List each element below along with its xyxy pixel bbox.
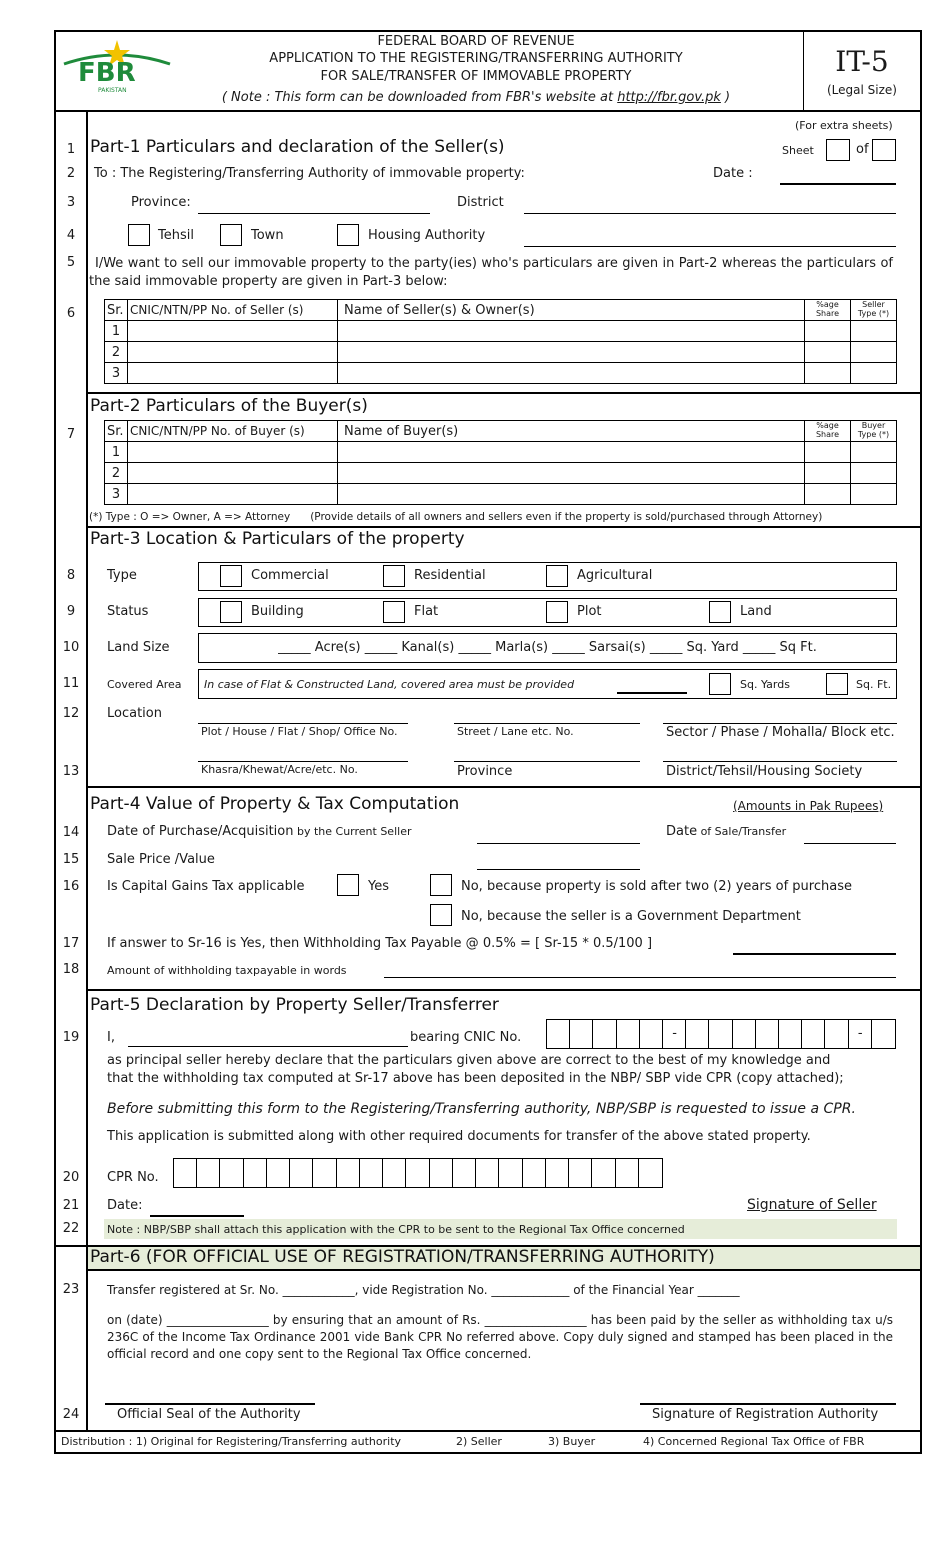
digit-cell-divider <box>592 1020 593 1048</box>
housing-authority-checkbox[interactable] <box>337 224 359 246</box>
header-line-2: APPLICATION TO THE REGISTERING/TRANSFERRING AUTHORITY <box>269 51 683 66</box>
row-sr: 3 <box>105 363 128 384</box>
land-size-label: Land Size <box>107 640 170 655</box>
cnic-dash: - <box>672 1026 677 1041</box>
cgt-no-government-label: No, because the seller is a Government Department <box>461 909 801 924</box>
row-num-21: 21 <box>62 1198 80 1213</box>
name-cell[interactable] <box>338 442 805 463</box>
flat-label: Flat <box>414 604 439 619</box>
cgt-yes-label: Yes <box>368 879 389 894</box>
declaration-line-2: that the withholding tax computed at Sr-17 above has been deposited in the NBP/ SBP vide CPR (copy attached); <box>107 1071 844 1086</box>
buyer-table <box>104 420 897 505</box>
row-sr: 1 <box>105 442 128 463</box>
row-num-6: 6 <box>66 306 76 321</box>
digit-cell-divider <box>498 1159 499 1187</box>
district-input[interactable] <box>524 213 896 214</box>
name-cell[interactable] <box>338 321 805 342</box>
type-cell[interactable] <box>851 463 897 484</box>
share-header: %age Share <box>805 300 851 321</box>
row-num-11: 11 <box>62 676 80 691</box>
land-label: Land <box>740 604 772 619</box>
sq-ft-checkbox[interactable] <box>826 673 848 695</box>
sector-input[interactable] <box>663 723 897 724</box>
table-row <box>105 463 897 484</box>
row-num-18: 18 <box>62 962 80 977</box>
seller-table <box>104 299 897 384</box>
tehsil-label: Tehsil <box>158 228 194 243</box>
cnic-cell[interactable] <box>128 484 338 505</box>
cpr-label: CPR No. <box>107 1170 159 1185</box>
land-size-fields[interactable]: _____ Acre(s) _____ Kanal(s) _____ Marla(s) _____ Sarsai(s) _____ Sq. Yard _____ Sq Ft. <box>278 640 817 655</box>
cnic-dash: - <box>857 1026 863 1041</box>
row-num-9: 9 <box>66 604 76 619</box>
sr-header: Sr. <box>105 300 128 321</box>
row-num-7: 7 <box>66 427 76 442</box>
digit-cell-divider <box>545 1159 546 1187</box>
covered-area-input[interactable] <box>617 692 687 694</box>
fbr-logo <box>60 38 175 98</box>
digit-cell-divider <box>755 1020 756 1048</box>
row-num-23: 23 <box>62 1282 80 1297</box>
distribution-2: 2) Seller <box>456 1435 502 1448</box>
province-caption: Province <box>457 764 513 779</box>
row-num-14: 14 <box>62 825 80 840</box>
frame-right <box>920 30 922 1454</box>
sale-price-label: Sale Price /Value <box>107 852 215 867</box>
part6-title-bottom <box>86 1269 922 1271</box>
name-header: Name of Seller(s) & Owner(s) <box>338 300 805 321</box>
frame-bottom <box>54 1452 922 1454</box>
frame-top <box>54 30 922 32</box>
type-cell[interactable] <box>851 363 897 384</box>
residential-label: Residential <box>414 568 486 583</box>
row-sr: 1 <box>105 321 128 342</box>
table-row <box>105 363 897 384</box>
fbr-website-link[interactable]: http://fbr.gov.pk <box>617 90 721 105</box>
of-label: of <box>856 142 869 157</box>
row-num-4: 4 <box>66 228 76 243</box>
land-checkbox[interactable] <box>709 601 731 623</box>
digit-cell-divider <box>196 1159 197 1187</box>
frame-left <box>54 30 56 1454</box>
cgt-no-two-years-label: No, because property is sold after two (2) years of purchase <box>461 879 852 894</box>
location-label: Location <box>107 706 162 721</box>
building-label: Building <box>251 604 304 619</box>
khasra-input[interactable] <box>198 761 408 762</box>
part2-title: Part-2 Particulars of the Buyer(s) <box>90 396 368 416</box>
share-cell[interactable] <box>805 484 851 505</box>
cnic-cell[interactable] <box>128 342 338 363</box>
commercial-checkbox[interactable] <box>220 565 242 587</box>
amount-words-input[interactable] <box>384 977 896 978</box>
digit-cell-divider <box>475 1159 476 1187</box>
digit-cell-divider <box>336 1159 337 1187</box>
digit-cell-divider <box>732 1020 733 1048</box>
digit-cell-divider <box>243 1159 244 1187</box>
row-num-20: 20 <box>62 1170 80 1185</box>
row-num-24: 24 <box>62 1407 80 1422</box>
name-cell[interactable] <box>338 463 805 484</box>
digit-cell-divider <box>615 1159 616 1187</box>
commercial-label: Commercial <box>251 568 329 583</box>
digit-cell-divider <box>569 1020 570 1048</box>
digit-cell-divider <box>639 1020 640 1048</box>
seller-i-label: I, <box>107 1030 115 1045</box>
town-label: Town <box>251 228 284 243</box>
purchase-date-label <box>107 825 411 838</box>
sale-date-label <box>666 825 786 838</box>
street-caption: Street / Lane etc. No. <box>457 725 574 738</box>
sq-yards-label: Sq. Yards <box>740 678 790 691</box>
sr-header: Sr. <box>105 421 128 442</box>
date-input[interactable] <box>780 183 896 185</box>
digit-cell-divider <box>522 1159 523 1187</box>
sheet-total-input[interactable] <box>872 139 896 161</box>
official-seal-label: Official Seal of the Authority <box>117 1407 301 1422</box>
digit-cell-divider <box>824 1020 825 1048</box>
seller-name-input[interactable] <box>128 1046 408 1047</box>
cgt-label: Is Capital Gains Tax applicable <box>107 879 305 894</box>
part1-bottom <box>86 392 922 394</box>
type-cell[interactable] <box>851 442 897 463</box>
digit-cell-divider <box>429 1159 430 1187</box>
amounts-note: (Amounts in Pak Rupees) <box>733 799 884 813</box>
digit-cell-divider <box>266 1159 267 1187</box>
digit-cell-divider <box>312 1159 313 1187</box>
plot-label: Plot <box>577 604 602 619</box>
sheet-number-input[interactable] <box>826 139 850 161</box>
digit-cell-divider <box>359 1159 360 1187</box>
row-num-16: 16 <box>62 879 80 894</box>
row-sr: 2 <box>105 463 128 484</box>
sale-date-input[interactable] <box>804 843 896 844</box>
row-sr: 2 <box>105 342 128 363</box>
extra-sheets-label: (For extra sheets) <box>795 119 893 132</box>
cpr-number-boxes[interactable] <box>173 1158 663 1188</box>
district-tehsil-input[interactable] <box>663 761 897 762</box>
digit-cell-divider <box>219 1159 220 1187</box>
share-cell[interactable] <box>805 463 851 484</box>
street-input[interactable] <box>454 723 640 724</box>
purchase-date-input[interactable] <box>477 843 640 844</box>
wht-label: If answer to Sr-16 is Yes, then Withholding Tax Payable @ 0.5% = [ Sr-15 * 0.5/100 ] <box>107 936 653 951</box>
row-num-10: 10 <box>62 640 80 655</box>
table-row <box>105 442 897 463</box>
seller-date-input[interactable] <box>150 1215 244 1217</box>
row-num-15: 15 <box>62 852 80 867</box>
digit-cell-divider <box>405 1159 406 1187</box>
amount-words-label: Amount of withholding taxpayable in words <box>107 964 347 977</box>
cnic-boxes[interactable] <box>546 1019 896 1049</box>
row-num-5: 5 <box>66 255 76 270</box>
share-cell[interactable] <box>805 321 851 342</box>
number-column-divider <box>86 111 88 1431</box>
table-row <box>105 342 897 363</box>
distribution-1: Distribution : 1) Original for Registering/Transferring authority <box>61 1435 402 1448</box>
type-cell[interactable] <box>851 484 897 505</box>
part3-bottom <box>86 786 922 788</box>
digit-cell-divider <box>452 1159 453 1187</box>
row-num-12: 12 <box>62 706 80 721</box>
covered-area-note: In case of Flat & Constructed Land, covered area must be provided <box>204 678 575 691</box>
cnic-header: CNIC/NTN/PP No. of Seller (s) <box>128 300 338 321</box>
authority-signature-label: Signature of Registration Authority <box>652 1407 879 1422</box>
transfer-paragraph: on (date) _________________ by ensuring that an amount of Rs. _________________ has been paid by the seller as withholding tax u/s 236C of the Income Tax Ordinance 2001 vide Bank CPR No referred above. Copy duly signed and stamped has been placed in the official record and one copy sent to the Regional Tax Office concerned. <box>107 1313 893 1361</box>
header-line-3: FOR SALE/TRANSFER OF IMMOVABLE PROPERTY <box>320 69 632 84</box>
note-prefix: ( Note : This form can be downloaded from FBR's website at <box>221 90 618 105</box>
part4-title: Part-4 Value of Property & Tax Computation <box>90 794 460 814</box>
seller-signature-text: Signature of Seller <box>747 1197 877 1213</box>
digit-cell-divider <box>591 1159 592 1187</box>
plot-no-caption: Plot / House / Flat / Shop/ Office No. <box>201 725 398 738</box>
wht-amount-input[interactable] <box>733 953 896 955</box>
bearing-cnic-label: bearing CNIC No. <box>410 1030 522 1045</box>
type-header: Seller Type (*) <box>851 300 897 321</box>
name-header: Name of Buyer(s) <box>338 421 805 442</box>
sheet-label: Sheet <box>782 144 814 157</box>
table-row <box>105 484 897 505</box>
part1-title: Part-1 Particulars and declaration of the Seller(s) <box>90 137 505 157</box>
housing-authority-label: Housing Authority <box>368 228 486 243</box>
cpr-request-note: Before submitting this form to the Registering/Transferring authority, NBP/SBP is requested to issue a CPR. <box>107 1101 856 1117</box>
type-cell[interactable] <box>851 342 897 363</box>
khasra-caption: Khasra/Khewat/Acre/etc. No. <box>201 763 358 776</box>
seller-signature-label <box>747 1198 877 1212</box>
type-cell[interactable] <box>851 321 897 342</box>
cnic-cell[interactable] <box>128 321 338 342</box>
name-cell[interactable] <box>338 484 805 505</box>
digit-cell-divider <box>801 1020 802 1048</box>
declaration-line-1: as principal seller hereby declare that the particulars given above are correct to the best of my knowledge and <box>107 1053 831 1068</box>
part2-bottom <box>86 526 922 528</box>
province-label: Province: <box>131 195 191 210</box>
agricultural-label: Agricultural <box>577 568 653 583</box>
part3-title: Part-3 Location & Particulars of the property <box>90 529 465 549</box>
date-label: Date : <box>713 166 753 181</box>
sale-date-sub: of Sale/Transfer <box>697 825 787 838</box>
sale-date-text: Date <box>666 824 698 839</box>
distribution-3: 3) Buyer <box>548 1435 596 1448</box>
agricultural-checkbox[interactable] <box>546 565 568 587</box>
digit-cell-divider <box>778 1020 779 1048</box>
header-bottom <box>54 110 922 112</box>
town-checkbox[interactable] <box>220 224 242 246</box>
covered-area-label: Covered Area <box>107 678 182 691</box>
cgt-yes-checkbox[interactable] <box>337 874 359 896</box>
district-tehsil-caption: District/Tehsil/Housing Society <box>666 764 863 779</box>
location-province-input[interactable] <box>454 761 640 762</box>
name-cell[interactable] <box>338 363 805 384</box>
residential-checkbox[interactable] <box>383 565 405 587</box>
part5-title: Part-5 Declaration by Property Seller/Transferrer <box>90 995 499 1015</box>
type-footnote: (*) Type : O => Owner, A => Attorney (Provide details of all owners and sellers even if the property is sold/purchased through Attorney) <box>89 511 823 523</box>
row-num-22: 22 <box>62 1221 80 1236</box>
purchase-date-sub: by the Current Seller <box>293 825 412 838</box>
distribution-4: 4) Concerned Regional Tax Office of FBR <box>643 1435 865 1448</box>
digit-cell-divider <box>289 1159 290 1187</box>
district-label: District <box>457 195 504 210</box>
nbp-note: Note : NBP/SBP shall attach this application with the CPR to be sent to the Regional Tax Office concerned <box>107 1223 685 1236</box>
addressee-line: To : The Registering/Transferring Authority of immovable property: <box>94 166 525 181</box>
cnic-header: CNIC/NTN/PP No. of Buyer (s) <box>128 421 338 442</box>
status-label: Status <box>107 604 149 619</box>
province-input[interactable] <box>198 213 430 214</box>
row-num-8: 8 <box>66 568 76 583</box>
share-header: %age Share <box>805 421 851 442</box>
building-checkbox[interactable] <box>220 601 242 623</box>
sector-caption: Sector / Phase / Mohalla/ Block etc. <box>666 725 895 740</box>
form-code: IT-5 <box>835 45 889 78</box>
authority-signature-line <box>640 1403 896 1405</box>
sale-price-input[interactable] <box>477 869 640 870</box>
plot-no-input[interactable] <box>198 723 408 724</box>
share-cell[interactable] <box>805 442 851 463</box>
row-num-19: 19 <box>62 1030 80 1045</box>
plot-checkbox[interactable] <box>546 601 568 623</box>
purchase-date-text: Date of Purchase/Acquisition <box>107 824 294 839</box>
type-label: Type <box>107 568 137 583</box>
row-num-17: 17 <box>62 936 80 951</box>
logo-subtext: PAKISTAN <box>98 87 127 94</box>
row-sr: 3 <box>105 484 128 505</box>
cgt-no-government-checkbox[interactable] <box>430 904 452 926</box>
authority-name-input[interactable] <box>524 246 896 247</box>
row-num-13: 13 <box>62 764 80 779</box>
cnic-cell[interactable] <box>128 463 338 484</box>
header-note <box>176 91 776 104</box>
row-num-1: 1 <box>66 142 76 157</box>
flat-checkbox[interactable] <box>383 601 405 623</box>
transfer-registered-line[interactable]: Transfer registered at Sr. No. ____________, vide Registration No. _____________ of the Financial Year _______ <box>107 1283 740 1297</box>
type-header: Buyer Type (*) <box>851 421 897 442</box>
digit-cell-divider <box>382 1159 383 1187</box>
digit-cell-divider <box>708 1020 709 1048</box>
cgt-no-two-years-checkbox[interactable] <box>430 874 452 896</box>
table-header-row <box>105 421 897 442</box>
name-cell[interactable] <box>338 342 805 363</box>
table-header-row <box>105 300 897 321</box>
form-size: (Legal Size) <box>827 83 897 97</box>
digit-cell-divider <box>638 1159 639 1187</box>
table-row <box>105 321 897 342</box>
digit-cell-divider <box>616 1020 617 1048</box>
digit-cell-divider <box>568 1159 569 1187</box>
seller-declaration: I/We want to sell our immovable property to the party(ies) who's particulars are given in Part-2 whereas the particulars of the said immovable property are given in Part-3 below: <box>89 256 893 289</box>
logo-text: FBR <box>78 58 136 88</box>
cnic-cell[interactable] <box>128 442 338 463</box>
note-suffix: ) <box>720 90 731 105</box>
sq-yards-checkbox[interactable] <box>709 673 731 695</box>
submission-note: This application is submitted along with other required documents for transfer of the above stated property. <box>107 1129 811 1144</box>
row-num-2: 2 <box>66 166 76 181</box>
cnic-cell[interactable] <box>128 363 338 384</box>
seller-date-label: Date: <box>107 1198 143 1213</box>
share-cell[interactable] <box>805 342 851 363</box>
row-num-3: 3 <box>66 195 76 210</box>
share-cell[interactable] <box>805 363 851 384</box>
distribution-top <box>54 1430 922 1432</box>
part4-bottom <box>86 989 922 991</box>
sq-ft-label: Sq. Ft. <box>856 678 892 691</box>
seal-line <box>105 1403 315 1405</box>
tehsil-checkbox[interactable] <box>128 224 150 246</box>
header-line-1: FEDERAL BOARD OF REVENUE <box>377 34 575 49</box>
part6-title: Part-6 (FOR OFFICIAL USE OF REGISTRATION/TRANSFERRING AUTHORITY) <box>90 1247 715 1267</box>
